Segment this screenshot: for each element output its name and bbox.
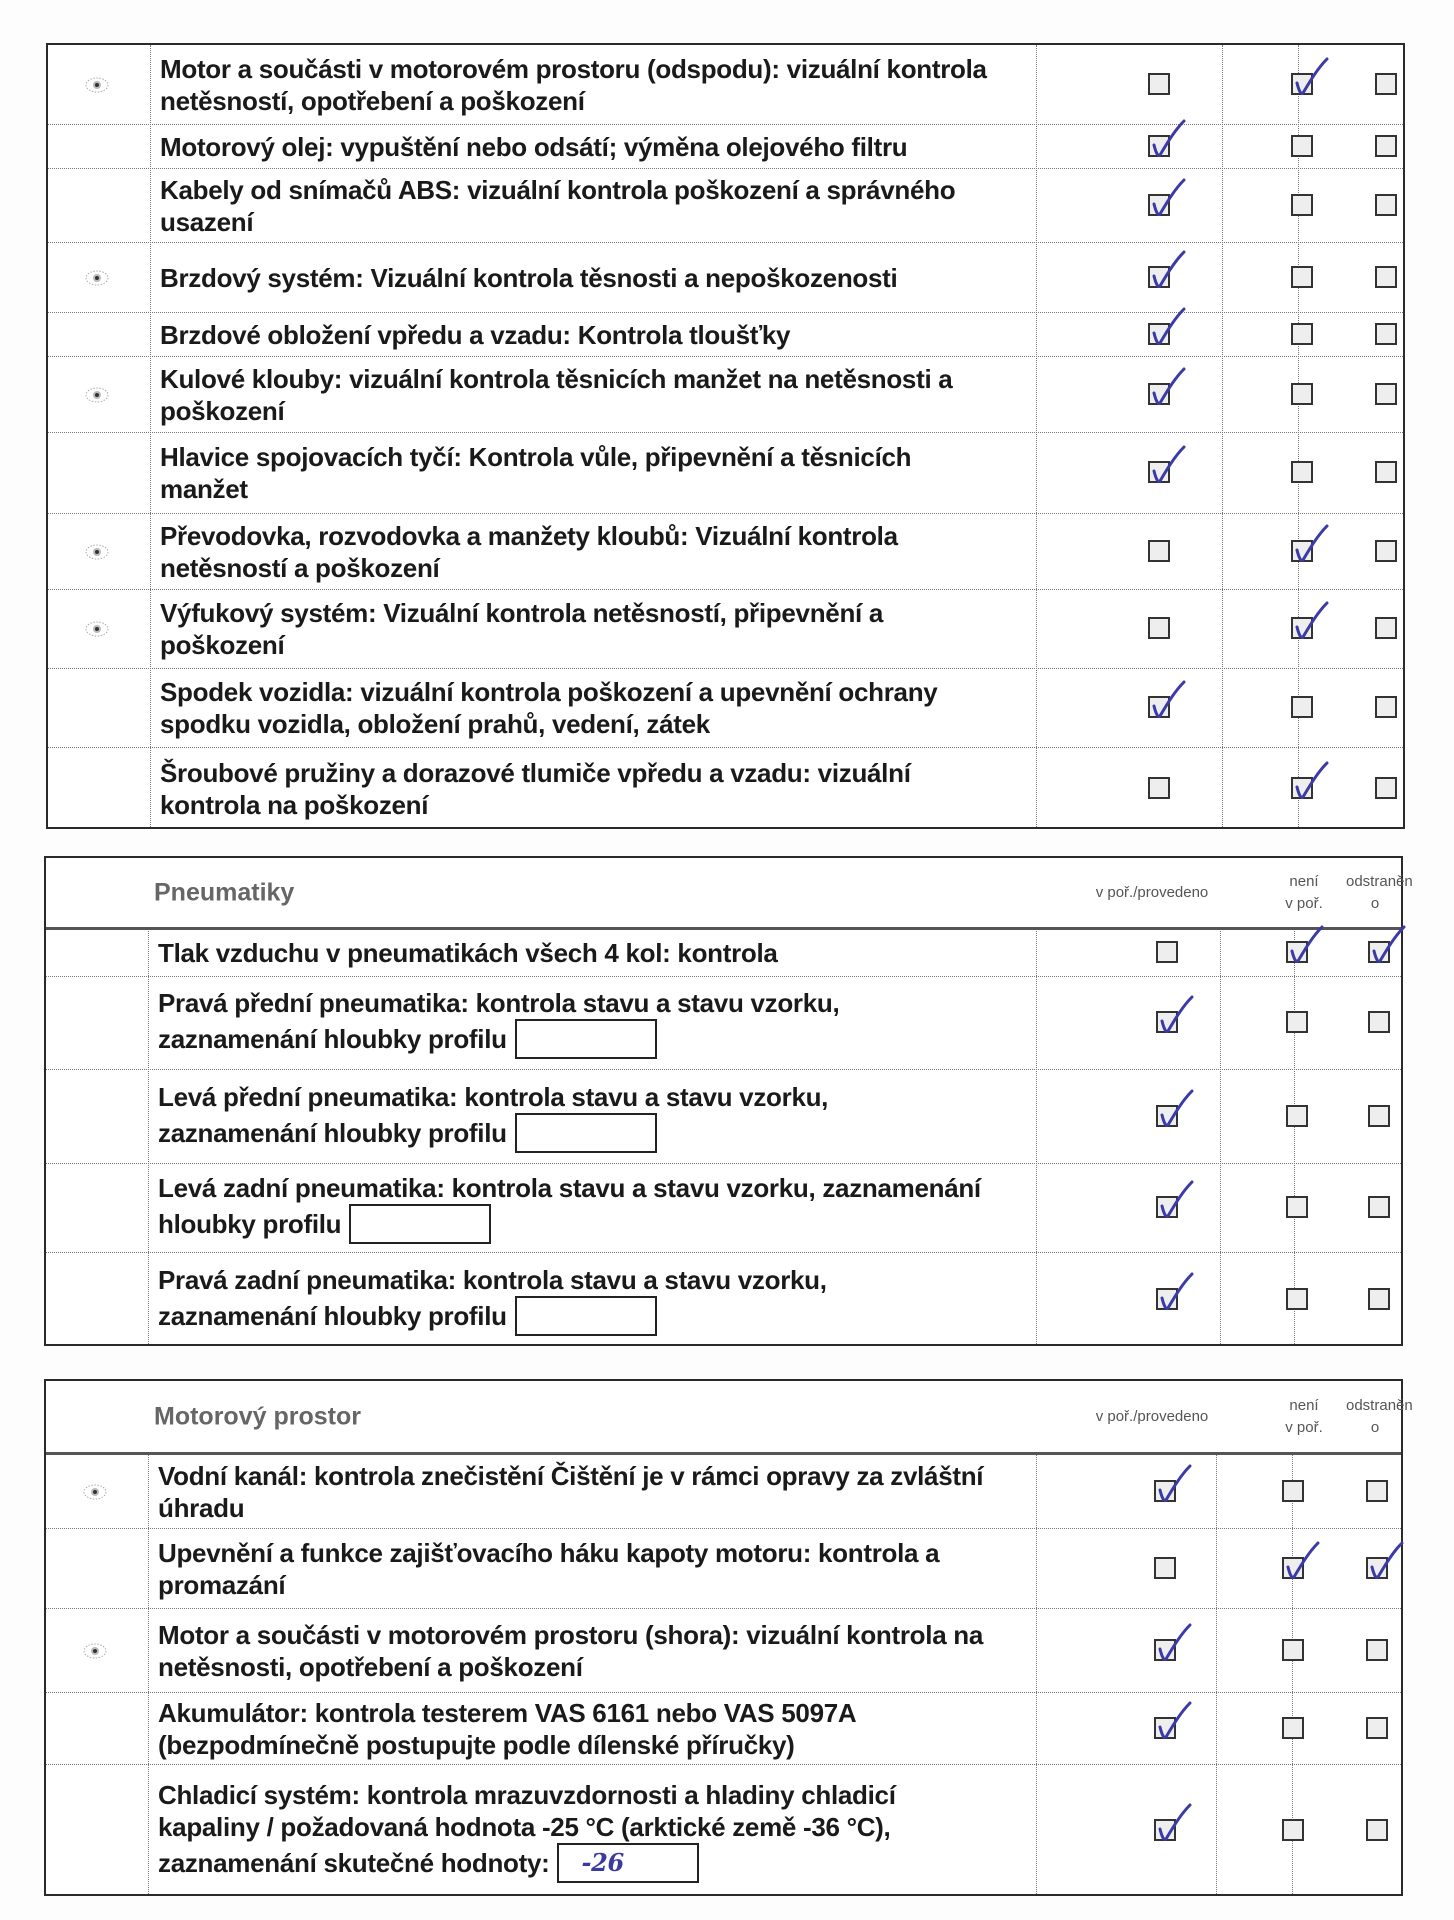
checkbox-ok[interactable] (1148, 73, 1170, 95)
handwritten-check-icon (1154, 1803, 1194, 1845)
handwritten-check-icon (1148, 178, 1188, 220)
checkbox-ok[interactable] (1156, 941, 1178, 963)
handwritten-check-icon (1154, 1623, 1194, 1665)
checkbox-not-ok[interactable] (1291, 617, 1313, 639)
checkbox-ok[interactable] (1154, 1639, 1176, 1661)
checkbox-ok[interactable] (1156, 1288, 1178, 1310)
item-text-line2 (160, 206, 1040, 238)
checkbox-not-ok[interactable] (1291, 777, 1313, 799)
checkbox-not-ok[interactable] (1291, 696, 1313, 718)
item-text-line1: Pravá přední pneumatika: kontrola stavu a stavu vzorku, (158, 988, 840, 1018)
checkbox-not-ok[interactable] (1286, 1288, 1308, 1310)
item-text-line2-label: netěsností a poškození (160, 552, 440, 583)
item-text-line1: Spodek vozidla: vizuální kontrola poškození a upevnění ochrany (160, 677, 938, 707)
handwritten-check-icon (1154, 1464, 1194, 1506)
checklist-row (48, 242, 1403, 312)
column-header-ok: v poř./provedeno (1095, 883, 1209, 901)
item-text-line1: Šroubové pružiny a dorazové tlumiče vpředu a vzadu: vizuální (160, 757, 911, 788)
item-text-line2 (158, 1569, 1038, 1601)
checklist-row (48, 747, 1403, 829)
handwritten-check-icon (1291, 601, 1331, 643)
checkbox-ok[interactable] (1148, 266, 1170, 288)
checkbox-ok[interactable] (1154, 1819, 1176, 1841)
checklist-item-text (152, 1070, 1038, 1163)
checklist-item-text (152, 1529, 1038, 1608)
checklist-row (48, 312, 1403, 356)
visual-inspection-eye-icon (84, 75, 110, 95)
checkbox-not-ok[interactable] (1291, 383, 1313, 405)
item-text-line2 (158, 1651, 1038, 1683)
checklist-item-text (154, 313, 1040, 356)
checkbox-ok[interactable] (1148, 777, 1170, 799)
checklist-item-text (154, 357, 1040, 432)
handwritten-check-icon (1154, 1701, 1194, 1743)
checkbox-not-ok[interactable] (1286, 941, 1308, 963)
item-text-line1: Levá zadní pneumatika: kontrola stavu a stavu vzorku, zaznamenání (158, 1173, 981, 1203)
item-text-line2 (158, 1204, 1038, 1244)
checkbox-ok[interactable] (1156, 1105, 1178, 1127)
item-text-line1: Kulové klouby: vizuální kontrola těsnicích manžet na netěsnosti a (160, 363, 953, 394)
column-header-fixed-line2: o (1370, 1418, 1380, 1436)
coolant-actual-value-field[interactable]: -26 (557, 1843, 699, 1883)
checkbox-not-ok[interactable] (1291, 323, 1313, 345)
checkbox-ok[interactable] (1154, 1717, 1176, 1739)
checkbox-fixed[interactable] (1368, 1011, 1390, 1033)
visual-inspection-eye-icon (84, 385, 110, 405)
checklist-row (48, 513, 1403, 589)
item-text-line3-label: zaznamenání skutečné hodnoty: (158, 1847, 550, 1878)
item-text-line2-label: kapaliny / požadovaná hodnota -25 °C (arktické země -36 °C), (158, 1811, 891, 1842)
section-header (46, 1381, 1413, 1452)
checkbox-not-ok[interactable] (1282, 1819, 1304, 1841)
checklist-item-text (154, 169, 1040, 242)
item-text-line1: Chladicí systém: kontrola mrazuvzdornosti a hladiny chladicí (158, 1779, 896, 1810)
item-text-line2 (160, 708, 1040, 740)
item-text-line2 (160, 473, 1040, 505)
handwritten-check-icon (1286, 925, 1326, 967)
column-header-not-ok-line2: v poř. (1285, 894, 1323, 912)
handwritten-check-icon (1156, 1180, 1196, 1222)
checkbox-not-ok[interactable] (1282, 1480, 1304, 1502)
checkbox-fixed[interactable] (1375, 73, 1397, 95)
checklist-item-text (152, 1609, 1038, 1692)
handwritten-check-icon (1148, 445, 1188, 487)
item-text-line2-label: usazení (160, 206, 254, 237)
item-text-line2 (158, 1113, 1038, 1153)
checklist-row (48, 356, 1403, 432)
checklist-row (46, 1528, 1401, 1608)
handwritten-check-icon (1148, 680, 1188, 722)
tread-depth-field[interactable] (349, 1204, 491, 1244)
checkbox-fixed[interactable] (1366, 1480, 1388, 1502)
visual-inspection-eye-icon (82, 1641, 108, 1661)
item-text-line1: Hlavice spojovacích tyčí: Kontrola vůle, připevnění a těsnicích (160, 442, 912, 472)
checklist-item-text (152, 1765, 1038, 1896)
checkbox-fixed[interactable] (1375, 266, 1397, 288)
handwritten-check-icon (1291, 57, 1331, 99)
checkbox-fixed[interactable] (1366, 1717, 1388, 1739)
checklist-item-text (152, 977, 1038, 1069)
checkbox-ok[interactable] (1148, 696, 1170, 718)
checklist-row (46, 1069, 1401, 1163)
handwritten-check-icon (1156, 995, 1196, 1037)
engine-bay-checklist-table (44, 1379, 1413, 1896)
item-text-line2 (160, 85, 1040, 117)
checkbox-not-ok[interactable] (1282, 1639, 1304, 1661)
checklist-row (48, 124, 1403, 168)
column-header-fixed (1346, 1395, 1413, 1439)
checkbox-not-ok[interactable] (1286, 1011, 1308, 1033)
handwritten-check-icon (1282, 1541, 1322, 1583)
item-text-line1: Motor a součásti v motorovém prostoru (shora): vizuální kontrola na (158, 1619, 984, 1650)
checkbox-fixed[interactable] (1366, 1557, 1388, 1579)
checklist-row (48, 168, 1403, 242)
column-header-not-ok (1264, 871, 1344, 915)
checklist-row (46, 976, 1401, 1069)
item-text-line2 (158, 1019, 1038, 1059)
item-text-line2 (160, 789, 1040, 821)
checkbox-fixed[interactable] (1375, 617, 1397, 639)
checkbox-not-ok[interactable] (1291, 540, 1313, 562)
checklist-item-text (152, 1455, 1038, 1528)
column-header-not-ok-line1: není (1289, 872, 1319, 890)
item-text-line1: Výfukový systém: Vizuální kontrola netěsností, připevnění a (160, 598, 884, 628)
checkbox-ok[interactable] (1148, 617, 1170, 639)
checklist-item-text (154, 514, 1040, 589)
checklist-row (46, 1692, 1401, 1764)
item-text-line2-label: promazání (158, 1569, 286, 1600)
item-text-line1: Kabely od snímačů ABS: vizuální kontrola poškození a správného (160, 174, 956, 205)
item-text-line1: Motorový olej: vypuštění nebo odsátí; výměna olejového filtru (160, 131, 908, 162)
checkbox-ok[interactable] (1156, 1196, 1178, 1218)
checklist-row (46, 1252, 1401, 1346)
item-text-line1: Převodovka, rozvodovka a manžety kloubů: Vizuální kontrola (160, 520, 898, 551)
checklist-item-text (154, 125, 1040, 168)
item-text-line2-label: zaznamenání hloubky profilu (158, 1117, 507, 1148)
checklist-item-text (152, 930, 1038, 976)
checklist-row (46, 927, 1401, 976)
visual-inspection-eye-icon (82, 1482, 108, 1502)
item-text-line2-label: poškození (160, 395, 285, 426)
item-text-line1: Levá přední pneumatika: kontrola stavu a stavu vzorku, (158, 1081, 829, 1112)
column-header-fixed-line1: odstraněn (1346, 872, 1413, 890)
checkbox-ok[interactable] (1154, 1557, 1176, 1579)
checkbox-fixed[interactable] (1375, 540, 1397, 562)
checkbox-ok[interactable] (1154, 1480, 1176, 1502)
underbody-checklist-table (46, 43, 1405, 829)
item-text-line2-label: zaznamenání hloubky profilu (158, 1024, 507, 1054)
tread-depth-field[interactable] (515, 1296, 657, 1336)
checkbox-fixed[interactable] (1375, 383, 1397, 405)
item-text-line2-label: zaznamenání hloubky profilu (158, 1300, 507, 1331)
checkbox-fixed[interactable] (1368, 1105, 1390, 1127)
column-header-fixed-line1: odstraněn (1346, 1396, 1413, 1414)
checklist-row (48, 432, 1403, 513)
checklist-row (48, 589, 1403, 668)
checkbox-not-ok[interactable] (1282, 1557, 1304, 1579)
item-text-line3 (158, 1843, 1038, 1883)
item-text-line1: Motor a součásti v motorovém prostoru (odspodu): vizuální kontrola (160, 53, 987, 84)
checkbox-ok[interactable] (1148, 461, 1170, 483)
checkbox-fixed[interactable] (1368, 1288, 1390, 1310)
handwritten-check-icon (1366, 1541, 1406, 1583)
checkbox-fixed[interactable] (1375, 461, 1397, 483)
checklist-row (46, 1764, 1401, 1896)
column-header-not-ok-line1: není (1289, 1396, 1319, 1414)
item-text-line2-label: spodku vozidla, obložení prahů, vedení, zátek (160, 709, 710, 739)
tread-depth-field[interactable] (515, 1113, 657, 1153)
checkbox-fixed[interactable] (1375, 135, 1397, 157)
handwritten-check-icon (1148, 119, 1188, 161)
checkbox-fixed[interactable] (1375, 696, 1397, 718)
checklist-item-text (152, 1693, 1038, 1764)
item-text-line1: Akumulátor: kontrola testerem VAS 6161 nebo VAS 5097A (158, 1697, 857, 1728)
item-text-line2-label: manžet (160, 474, 248, 504)
checklist-item-text (152, 1253, 1038, 1346)
checkbox-fixed[interactable] (1368, 1196, 1390, 1218)
checkbox-fixed[interactable] (1375, 194, 1397, 216)
checklist-row (46, 1163, 1401, 1252)
visual-inspection-eye-icon (84, 542, 110, 562)
checkbox-ok[interactable] (1156, 1011, 1178, 1033)
checklist-item-text (154, 45, 1040, 124)
visual-inspection-eye-icon (84, 619, 110, 639)
handwritten-check-icon (1148, 307, 1188, 349)
handwritten-check-icon (1291, 761, 1331, 803)
item-text-line2-label: poškození (160, 630, 285, 660)
checklist-item-text (154, 669, 1040, 747)
checkbox-fixed[interactable] (1375, 323, 1397, 345)
item-text-line2-label: úhradu (158, 1492, 245, 1523)
item-text-line1: Pravá zadní pneumatika: kontrola stavu a stavu vzorku, (158, 1264, 827, 1295)
visual-inspection-eye-icon (84, 268, 110, 288)
checkbox-fixed[interactable] (1368, 941, 1390, 963)
section-title: Pneumatiky (154, 878, 295, 906)
item-text-line2 (158, 1492, 1038, 1524)
item-text-line2 (160, 395, 1040, 427)
item-text-line2-label: netěsností, opotřebení a poškození (160, 85, 585, 116)
column-header-ok: v poř./provedeno (1095, 1407, 1209, 1425)
handwritten-check-icon (1148, 367, 1188, 409)
checklist-row (46, 1452, 1401, 1528)
column-header-not-ok (1264, 1395, 1344, 1439)
checkbox-not-ok[interactable] (1291, 135, 1313, 157)
checkbox-not-ok[interactable] (1282, 1717, 1304, 1739)
tires-checklist-table (44, 856, 1413, 1346)
item-text-line2 (158, 1729, 1038, 1761)
checklist-item-text (152, 1164, 1038, 1252)
checkbox-not-ok[interactable] (1291, 73, 1313, 95)
item-text-line2 (160, 552, 1040, 584)
item-text-line2 (158, 1811, 1038, 1843)
checkbox-not-ok[interactable] (1286, 1105, 1308, 1127)
item-text-line2-label: hloubky profilu (158, 1209, 342, 1239)
checklist-item-text (154, 243, 1040, 312)
checkbox-ok[interactable] (1148, 135, 1170, 157)
item-text-line1: Brzdový systém: Vizuální kontrola těsnosti a nepoškozenosti (160, 262, 898, 293)
checkbox-not-ok[interactable] (1291, 266, 1313, 288)
item-text-line1: Upevnění a funkce zajišťovacího háku kapoty motoru: kontrola a (158, 1537, 940, 1568)
item-text-line2-label: kontrola na poškození (160, 789, 429, 820)
handwritten-check-icon (1368, 925, 1408, 967)
handwritten-check-icon (1291, 524, 1331, 566)
column-header-fixed-line2: o (1370, 894, 1380, 912)
checklist-row (48, 45, 1403, 124)
checkbox-ok[interactable] (1148, 194, 1170, 216)
checkbox-not-ok[interactable] (1286, 1196, 1308, 1218)
item-text-line2 (158, 1296, 1038, 1336)
item-text-line2-label: (bezpodmínečně postupujte podle dílenské příručky) (158, 1729, 795, 1760)
checkbox-ok[interactable] (1148, 540, 1170, 562)
tread-depth-field[interactable] (515, 1019, 657, 1059)
handwritten-check-icon (1156, 1272, 1196, 1314)
section-header (46, 858, 1413, 927)
column-header-fixed (1346, 871, 1413, 915)
checkbox-ok[interactable] (1148, 383, 1170, 405)
checklist-item-text (154, 590, 1040, 668)
item-text-line2-label: netěsnosti, opotřebení a poškození (158, 1651, 583, 1682)
checklist-row (48, 668, 1403, 747)
section-title: Motorový prostor (154, 1402, 361, 1430)
handwritten-check-icon (1148, 250, 1188, 292)
column-header-not-ok-line2: v poř. (1285, 1418, 1323, 1436)
checkbox-not-ok[interactable] (1291, 461, 1313, 483)
checklist-row (46, 1608, 1401, 1692)
item-text-line1: Vodní kanál: kontrola znečistění Čištění je v rámci opravy za zvláštní (158, 1460, 984, 1491)
checklist-item-text (154, 748, 1040, 829)
checkbox-ok[interactable] (1148, 323, 1170, 345)
checkbox-fixed[interactable] (1366, 1819, 1388, 1841)
item-text-line1: Tlak vzduchu v pneumatikách všech 4 kol: kontrola (158, 938, 778, 968)
item-text-line1: Brzdové obložení vpředu a vzadu: Kontrola tloušťky (160, 319, 791, 350)
checkbox-fixed[interactable] (1375, 777, 1397, 799)
checklist-item-text (154, 433, 1040, 513)
item-text-line2 (160, 629, 1040, 661)
checkbox-fixed[interactable] (1366, 1639, 1388, 1661)
checkbox-not-ok[interactable] (1291, 194, 1313, 216)
handwritten-check-icon (1156, 1089, 1196, 1131)
